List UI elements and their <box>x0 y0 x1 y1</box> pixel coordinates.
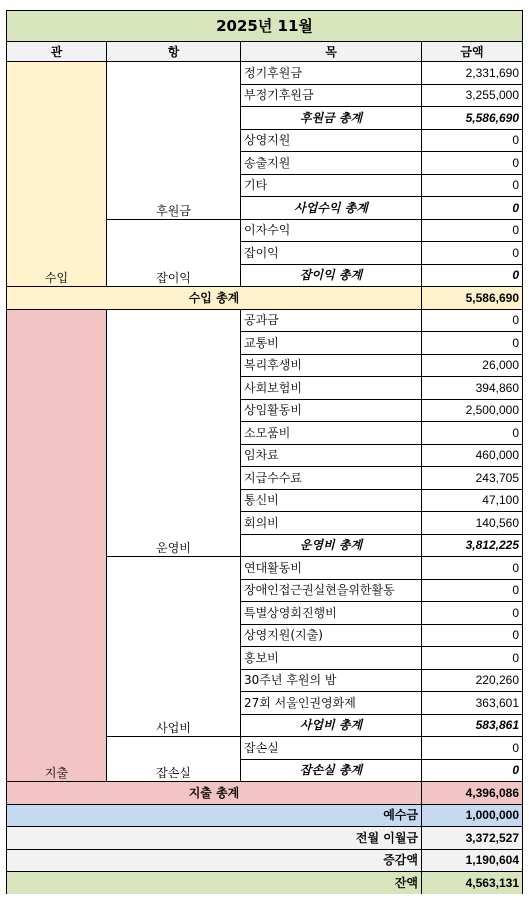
business-expense-item-amount: 0 <box>421 556 522 579</box>
misc-income-item-amount: 0 <box>421 219 522 242</box>
hang-misc-loss: 잡손실 <box>106 736 240 781</box>
hang-operating: 운영비 <box>106 309 240 557</box>
operating-item-label: 통신비 <box>240 489 421 512</box>
gwan-income: 수입 <box>7 61 106 286</box>
sheet-title: 2025년 11월 <box>7 11 522 41</box>
business-income-item-label: 송출지원 <box>240 151 421 174</box>
business-income-total-label: 사업수익 총계 <box>240 196 421 219</box>
operating-item-amount: 394,860 <box>421 376 522 399</box>
sponsorship-item-amount: 3,255,000 <box>421 84 522 107</box>
hang-misc-income: 잡이익 <box>106 219 240 287</box>
operating-item-label: 상임활동비 <box>240 399 421 422</box>
summary-deposit-label: 예수금 <box>7 804 421 827</box>
gwan-expense: 지출 <box>7 309 106 782</box>
business-expense-item-amount: 220,260 <box>421 669 522 692</box>
hang-sponsorship: 후원금 <box>106 61 240 219</box>
header-gwan: 관 <box>7 41 106 61</box>
business-income-item-amount: 0 <box>421 174 522 197</box>
misc-income-item-label: 잡이익 <box>240 241 421 264</box>
business-income-item-amount: 0 <box>421 129 522 152</box>
operating-item-label: 소모품비 <box>240 421 421 444</box>
operating-item-label: 공과금 <box>240 309 421 332</box>
summary-carryover-amount: 3,372,527 <box>421 826 522 849</box>
expense-total-amount: 4,396,086 <box>421 781 522 804</box>
operating-item-amount: 0 <box>421 331 522 354</box>
business-income-item-label: 기타 <box>240 174 421 197</box>
business-expense-item-label: 장애인접근권실현을위한활동 <box>240 579 421 602</box>
hang-business-expense: 사업비 <box>106 556 240 736</box>
business-income-item-amount: 0 <box>421 151 522 174</box>
operating-item-amount: 0 <box>421 309 522 332</box>
operating-item-label: 임차료 <box>240 444 421 467</box>
misc-income-item-label: 이자수익 <box>240 219 421 242</box>
operating-item-label: 복리후생비 <box>240 354 421 377</box>
misc-income-total-label: 잡이익 총계 <box>240 264 421 287</box>
summary-balance-amount: 4,563,131 <box>421 871 522 894</box>
misc-income-item-amount: 0 <box>421 241 522 264</box>
summary-change-label: 증감액 <box>7 849 421 872</box>
operating-item-label: 지급수수료 <box>240 466 421 489</box>
operating-total-amount: 3,812,225 <box>421 534 522 557</box>
business-expense-item-label: 홍보비 <box>240 646 421 669</box>
misc-loss-item-amount: 0 <box>421 736 522 759</box>
operating-item-label: 사회보험비 <box>240 376 421 399</box>
business-expense-item-label: 30주년 후원의 밤 <box>240 669 421 692</box>
operating-item-amount: 140,560 <box>421 511 522 534</box>
operating-item-label: 교통비 <box>240 331 421 354</box>
summary-carryover-label: 전월 이월금 <box>7 826 421 849</box>
operating-item-amount: 2,500,000 <box>421 399 522 422</box>
business-expense-item-label: 상영지원(지출) <box>240 624 421 647</box>
business-expense-item-amount: 0 <box>421 601 522 624</box>
business-expense-item-label: 연대활동비 <box>240 556 421 579</box>
business-expense-item-amount: 0 <box>421 646 522 669</box>
operating-item-amount: 460,000 <box>421 444 522 467</box>
header-amount: 금액 <box>421 41 522 61</box>
income-total-amount: 5,586,690 <box>421 286 522 309</box>
misc-income-total-amount: 0 <box>421 264 522 287</box>
misc-loss-total-label: 잡손실 총계 <box>240 759 421 782</box>
misc-loss-item-label: 잡손실 <box>240 736 421 759</box>
sponsorship-item-amount: 2,331,690 <box>421 61 522 84</box>
business-expense-total-amount: 583,861 <box>421 714 522 737</box>
business-income-item-label: 상영지원 <box>240 129 421 152</box>
sponsorship-item-label: 정기후원금 <box>240 61 421 84</box>
operating-item-label: 회의비 <box>240 511 421 534</box>
operating-item-amount: 243,705 <box>421 466 522 489</box>
business-expense-item-amount: 0 <box>421 579 522 602</box>
business-expense-item-label: 특별상영회진행비 <box>240 601 421 624</box>
operating-total-label: 운영비 총계 <box>240 534 421 557</box>
misc-loss-total-amount: 0 <box>421 759 522 782</box>
summary-balance-label: 잔액 <box>7 871 421 894</box>
business-expense-item-label: 27회 서울인권영화제 <box>240 691 421 714</box>
expense-total-label: 지출 총계 <box>7 781 421 804</box>
sponsorship-item-label: 부정기후원금 <box>240 84 421 107</box>
sponsorship-total-amount: 5,586,690 <box>421 106 522 129</box>
budget-sheet <box>6 10 523 894</box>
summary-deposit-amount: 1,000,000 <box>421 804 522 827</box>
header-mok: 목 <box>240 41 421 61</box>
operating-item-amount: 0 <box>421 421 522 444</box>
business-expense-total-label: 사업비 총계 <box>240 714 421 737</box>
operating-item-amount: 47,100 <box>421 489 522 512</box>
income-total-label: 수입 총계 <box>7 286 421 309</box>
summary-change-amount: 1,190,604 <box>421 849 522 872</box>
header-hang: 항 <box>106 41 240 61</box>
business-expense-item-amount: 363,601 <box>421 691 522 714</box>
operating-item-amount: 26,000 <box>421 354 522 377</box>
sponsorship-total-label: 후원금 총계 <box>240 106 421 129</box>
business-income-total-amount: 0 <box>421 196 522 219</box>
business-expense-item-amount: 0 <box>421 624 522 647</box>
